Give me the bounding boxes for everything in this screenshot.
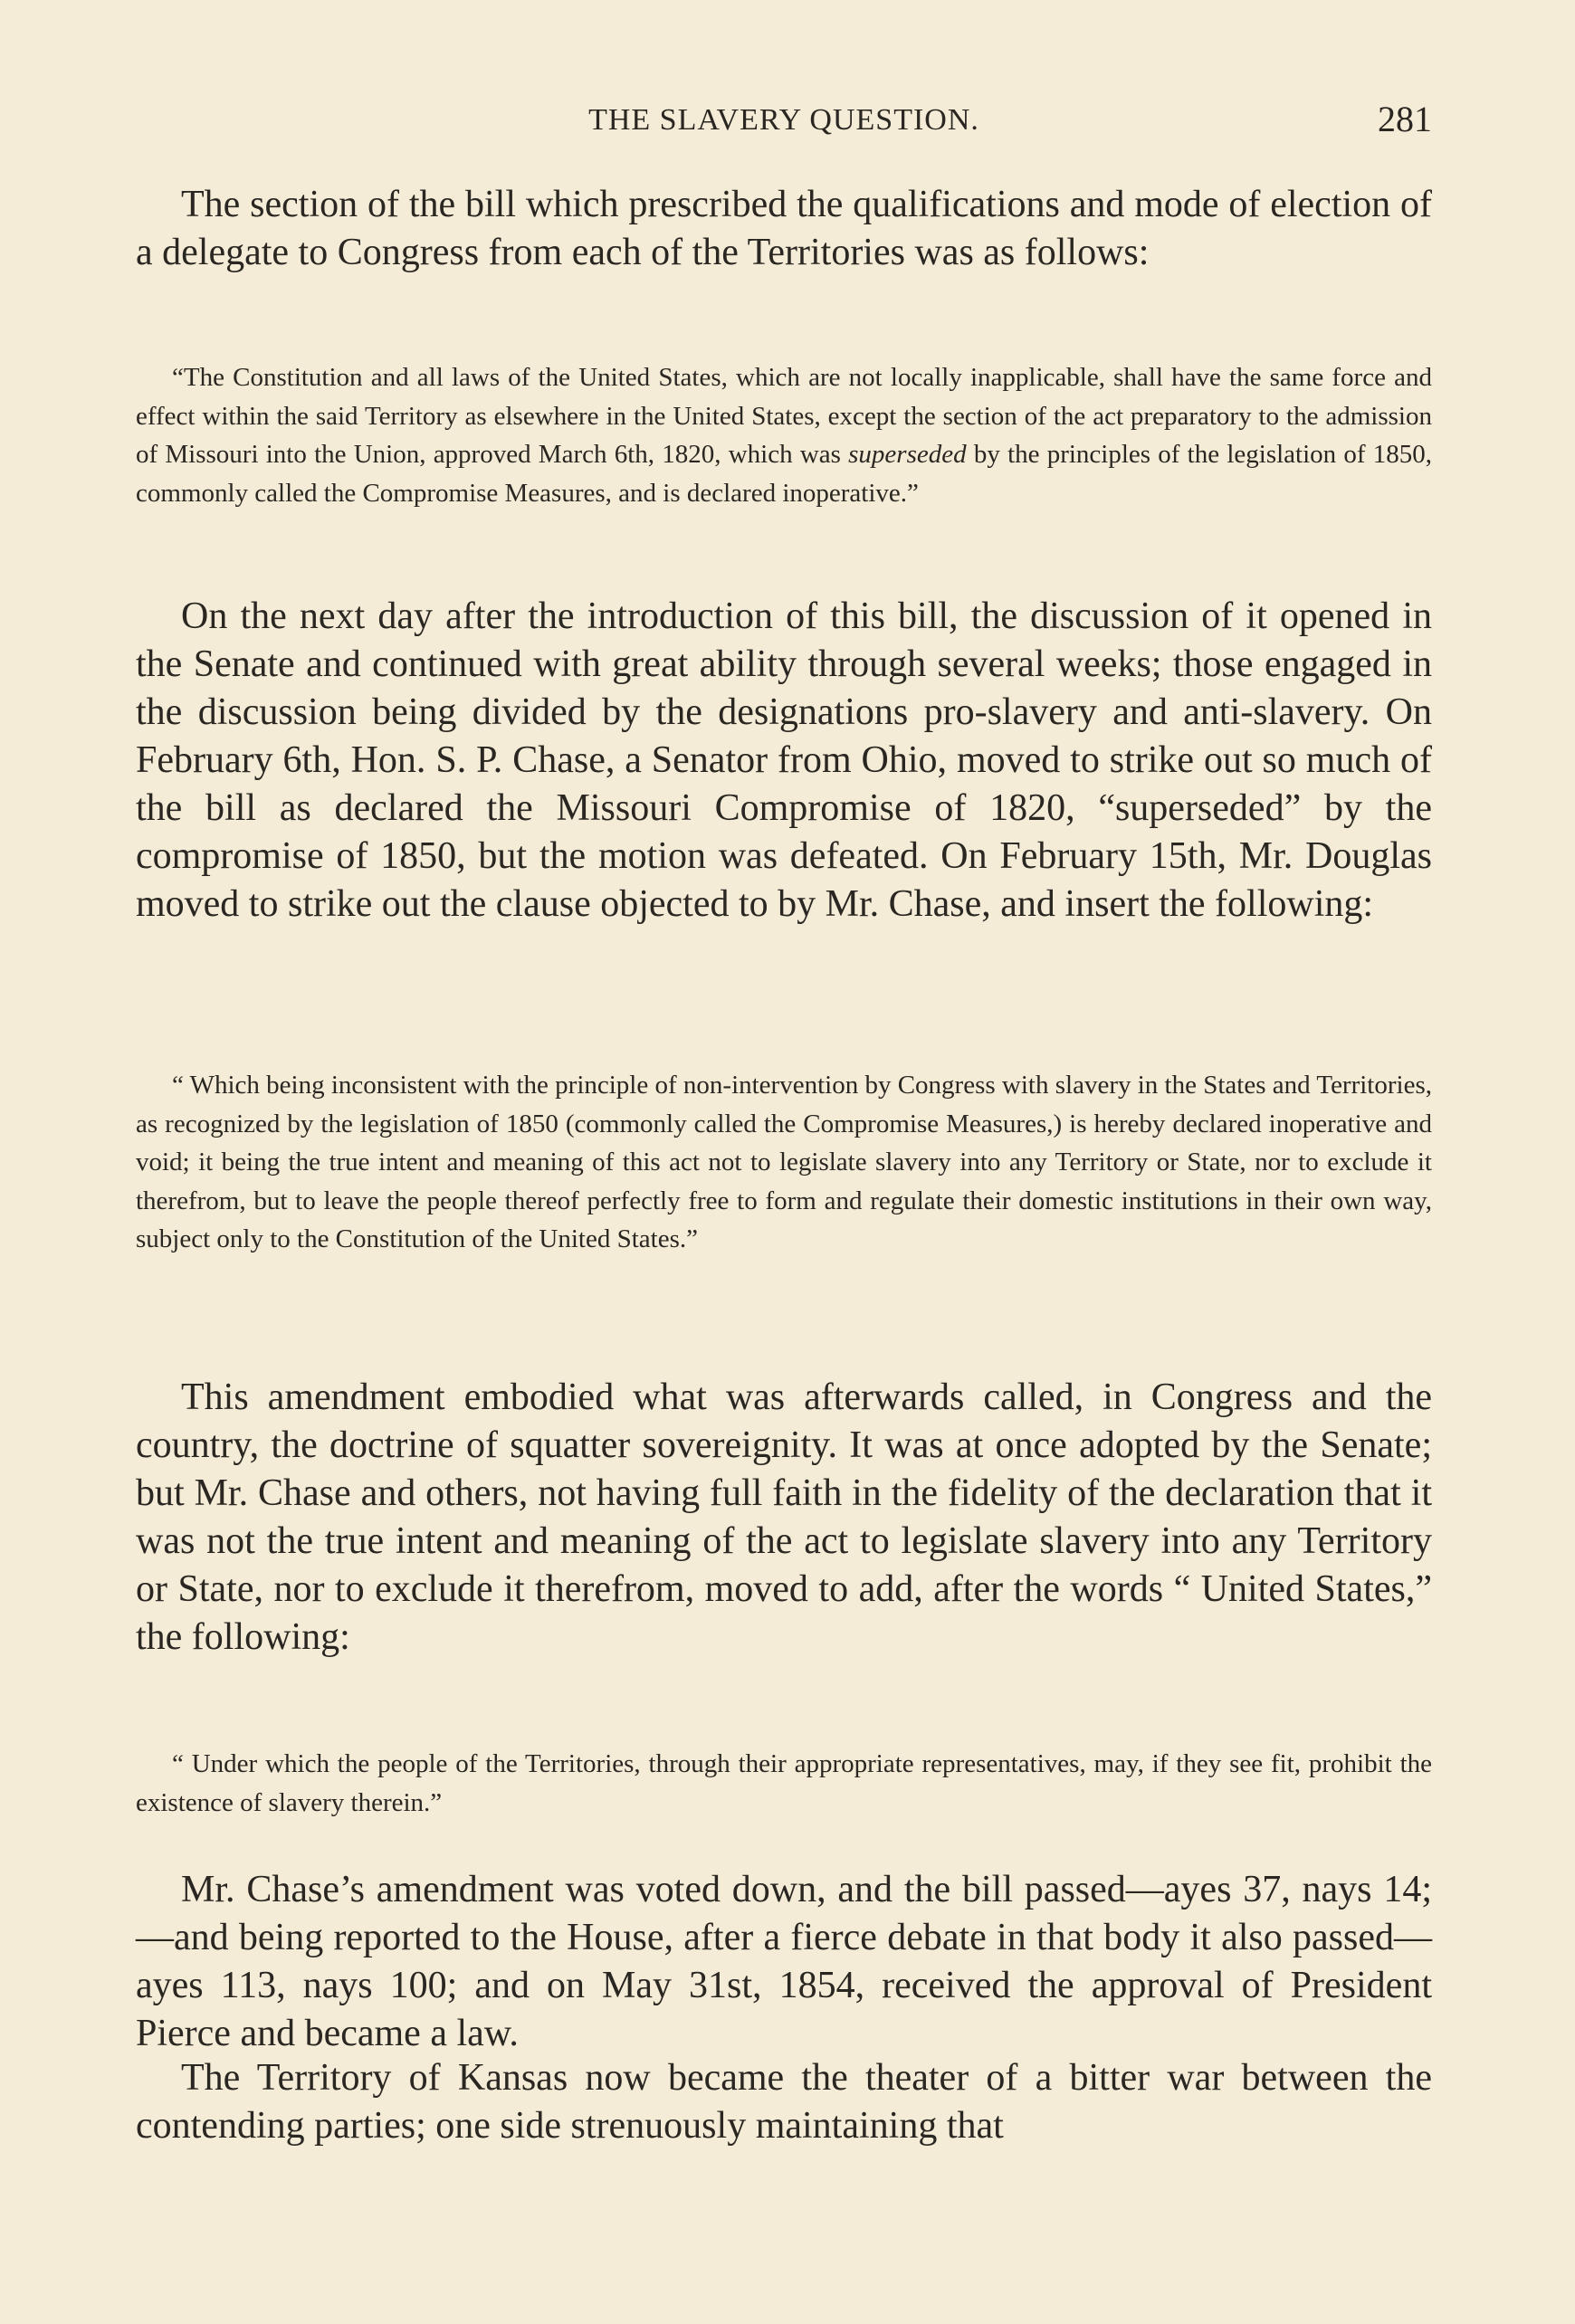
quote-1-text-a: “The Constitution and all laws of the United States, which are not locally inapplicable, shall have the same force and effect within the said Territory as elsewhere in the United States, except the section of the act preparatory to the admission of Missouri into the Union, approved March 6th, 1820, which was bbox=[136, 363, 1432, 469]
page-header bbox=[136, 98, 1432, 152]
page-number: 281 bbox=[1378, 99, 1432, 139]
quote-1-emphasis: superseded bbox=[848, 440, 967, 469]
paragraph-4: Mr. Chase’s amendment was voted down, and the bill passed—ayes 37, nays 14;—and being reported to the House, after a fierce debate in that body it also passed—ayes 113, nays 100; and on May 31st, 1854, received the approval of President Pierce and became a law. bbox=[136, 1869, 1432, 2054]
quote-2: “ Which being inconsistent with the principle of non-intervention by Congress with slavery in the States and Territories, as recognized by the legislation of 1850 (commonly called the Compromise Measures,) is hereby declared inoperative and void; it being the true intent and meaning of this act not to legislate slavery into any Territory or State, nor to exclude it therefrom, but to leave the people thereof perfectly free to form and regulate their domestic institutions in their own way, subject only to the Constitution of the United States.” bbox=[136, 1071, 1432, 1253]
paragraph-3: This amendment embodied what was afterwards called, in Congress and the country, the doctrine of squatter sovereignity. It was at once adopted by the Senate; but Mr. Chase and others, not having full faith in the fidelity of the declaration that it was not the true intent and meaning of the act to legislate slavery into any Territory or State, nor to exclude it therefrom, moved to add, after the words “ United States,” the following: bbox=[136, 1376, 1432, 1658]
quote-1 bbox=[136, 358, 1432, 512]
paragraph-1: The section of the bill which prescribed the qualifications and mode of election of a delegate to Congress from each of the Territories was as follows: bbox=[136, 184, 1432, 273]
running-title: THE SLAVERY QUESTION. bbox=[588, 103, 979, 137]
quote-3: “ Under which the people of the Territories, through their appropriate representatives, may, if they see fit, prohibit the existence of slavery therein.” bbox=[136, 1749, 1432, 1817]
quote-1-text-b: by the principles of the legislation of 1850, commonly called the Compromise Measures, and is declared inoperative.” bbox=[136, 440, 1432, 508]
paragraph-2: On the next day after the introduction of this bill, the discussion of it opened in the Senate and continued with great ability through several weeks; those engaged in the discussion being divided by the designations pro-slavery and anti-slavery. On February 6th, Hon. S. P. Chase, a Senator from Ohio, moved to strike out so much of the bill as declared the Missouri Compromise of 1820, “superseded” by the compromise of 1850, but the motion was defeated. On February 15th, Mr. Douglas moved to strike out the clause objected to by Mr. Chase, and insert the following: bbox=[136, 595, 1432, 925]
paragraph-5: The Territory of Kansas now became the theater of a bitter war between the contending parties; one side strenuously maintaining that bbox=[136, 2057, 1432, 2147]
